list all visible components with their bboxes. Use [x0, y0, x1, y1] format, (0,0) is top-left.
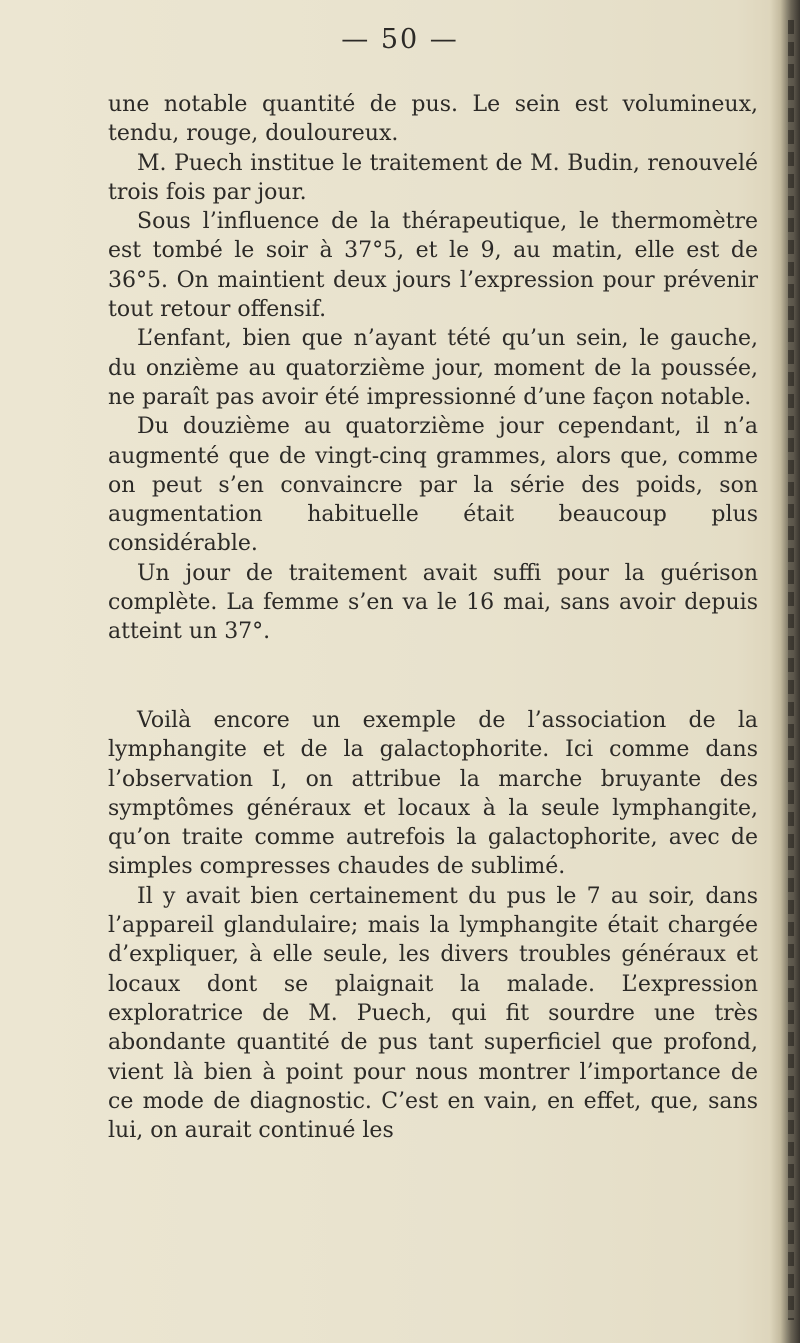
paragraph: M. Puech institue le traitement de M. Budin, renouvelé trois fois par jour.	[108, 150, 758, 205]
page-edge-shadow	[770, 0, 800, 1343]
binding-edge	[788, 20, 794, 1320]
paragraph: L’enfant, bien que n’ayant tété qu’un sein, le gauche, du onzième au quatorzième jour, moment de la poussée, ne paraît pas avoir été impressionné d’une façon notable.	[108, 326, 758, 410]
page-number: — 50 —	[341, 24, 459, 55]
paragraph: Du douzième au quatorzième jour cependant, il n’a augmenté que de vingt-cinq grammes, alors que, comme on peut s’en convaincre par la série des poids, son augmentation habituelle était beaucoup plus considérable.	[108, 414, 758, 557]
paragraph: Il y avait bien certainement du pus le 7 au soir, dans l’appareil glandulaire; mais la lymphangite était chargée d’expliquer, à elle seule, les divers troubles généraux et locaux dont se plaignait la malade. L’expression exploratrice de M. Puech, qui fit sourdre une très abondante quantité de pus tant superficiel que profond, vient là bien à point pour nous montrer l’importance de ce mode de diagnostic. C’est en vain, en effet, que, sans lui, on aurait continué les	[108, 883, 758, 1144]
paragraph: une notable quantité de pus. Le sein est volumineux, tendu, rouge, douloureux.	[108, 92, 758, 147]
paragraph: Sous l’influence de la thérapeutique, le thermomètre est tombé le soir à 37°5, et le 9, au matin, elle est de 36°5. On maintient deux jours l’expression pour prévenir tout retour offensif.	[108, 209, 758, 323]
text-block-bottom	[108, 706, 758, 1145]
paragraph: Voilà encore un exemple de l’association de la lymphangite et de la galactophorite. Ici comme dans l’observation I, on attribue la marche bruyante des symptômes généraux et locaux à la seule lymphangite, qu’on traite comme autrefois la galactophorite, avec de simples compresses chaudes de sublimé.	[108, 708, 758, 880]
text-block-top	[108, 90, 758, 647]
paragraph: Un jour de traitement avait suffi pour la guérison complète. La femme s’en va le 16 mai, sans avoir depuis atteint un 37°.	[108, 560, 758, 645]
